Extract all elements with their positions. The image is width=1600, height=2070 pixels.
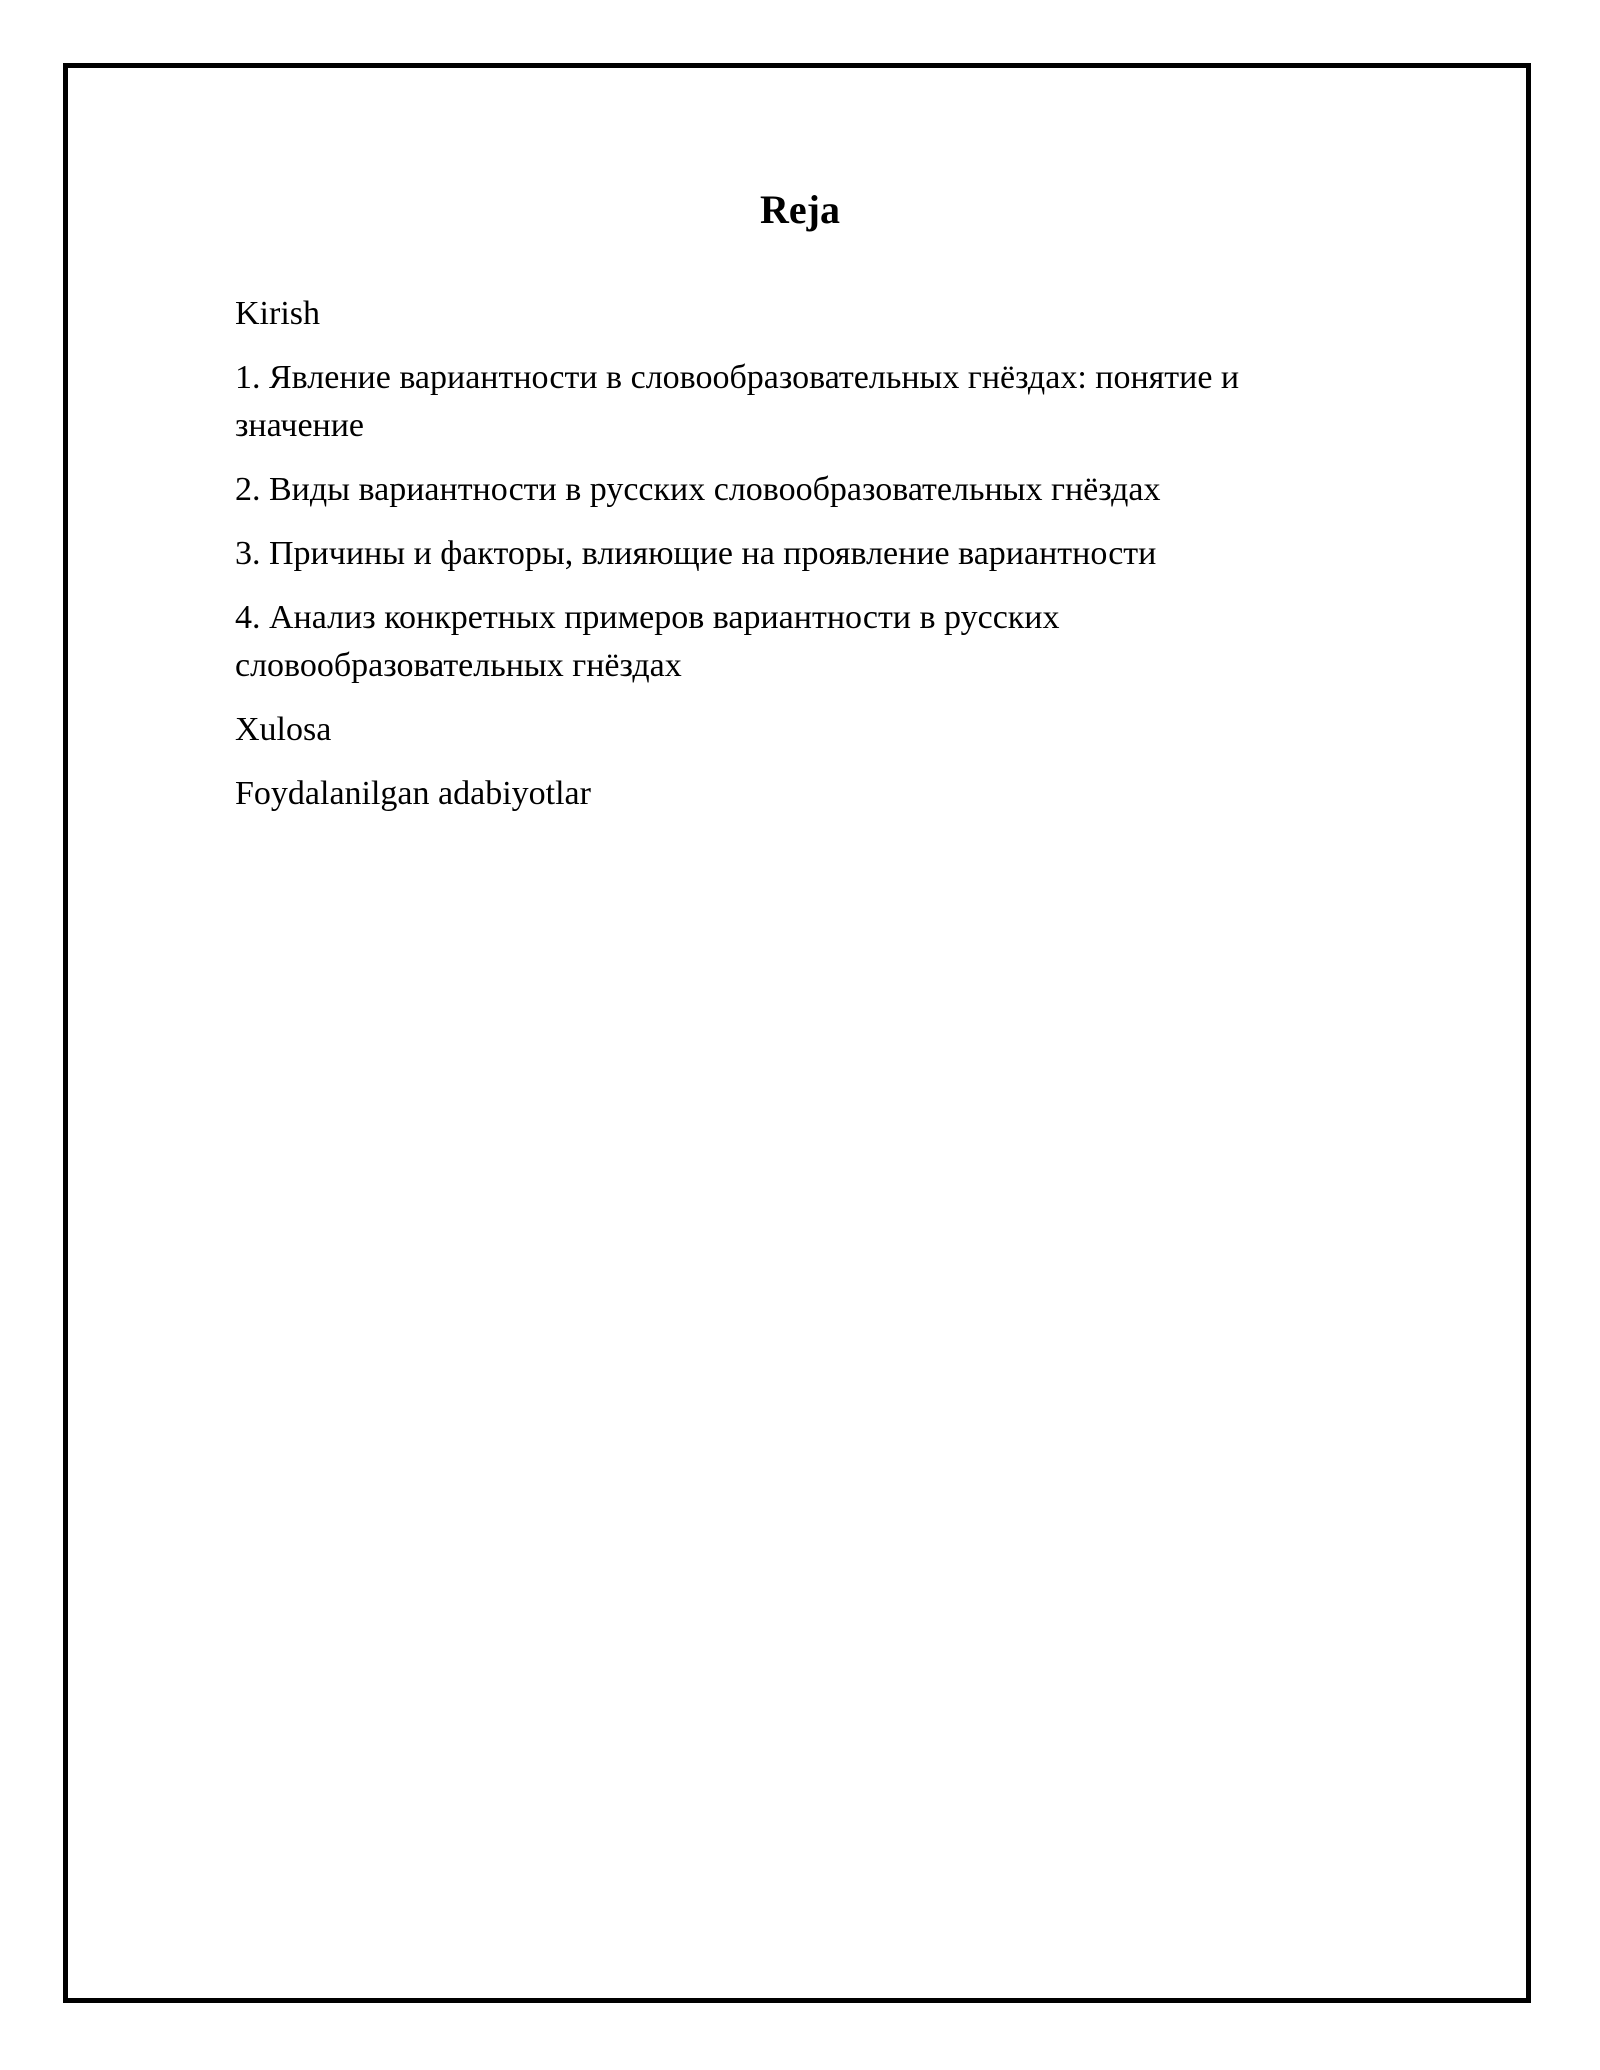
toc-item-4: 4. Анализ конкретных примеров вариантности в русских словообразовательных гнёздах: [235, 599, 1060, 684]
toc-item-1: 1. Явление вариантности в словообразовательных гнёздах: понятие и значение: [235, 359, 1240, 444]
page-title: Reja: [760, 187, 840, 232]
toc-item-conclusion: Xulosa: [235, 711, 332, 748]
toc-item-2: 2. Виды вариантности в русских словообразовательных гнёздах: [235, 471, 1161, 508]
toc-item-references: Foydalanilgan adabiyotlar: [235, 775, 591, 812]
toc-item-introduction: Kirish: [235, 295, 320, 332]
toc-item-3: 3. Причины и факторы, влияющие на проявление вариантности: [235, 535, 1157, 572]
table-of-contents: [235, 290, 1375, 834]
